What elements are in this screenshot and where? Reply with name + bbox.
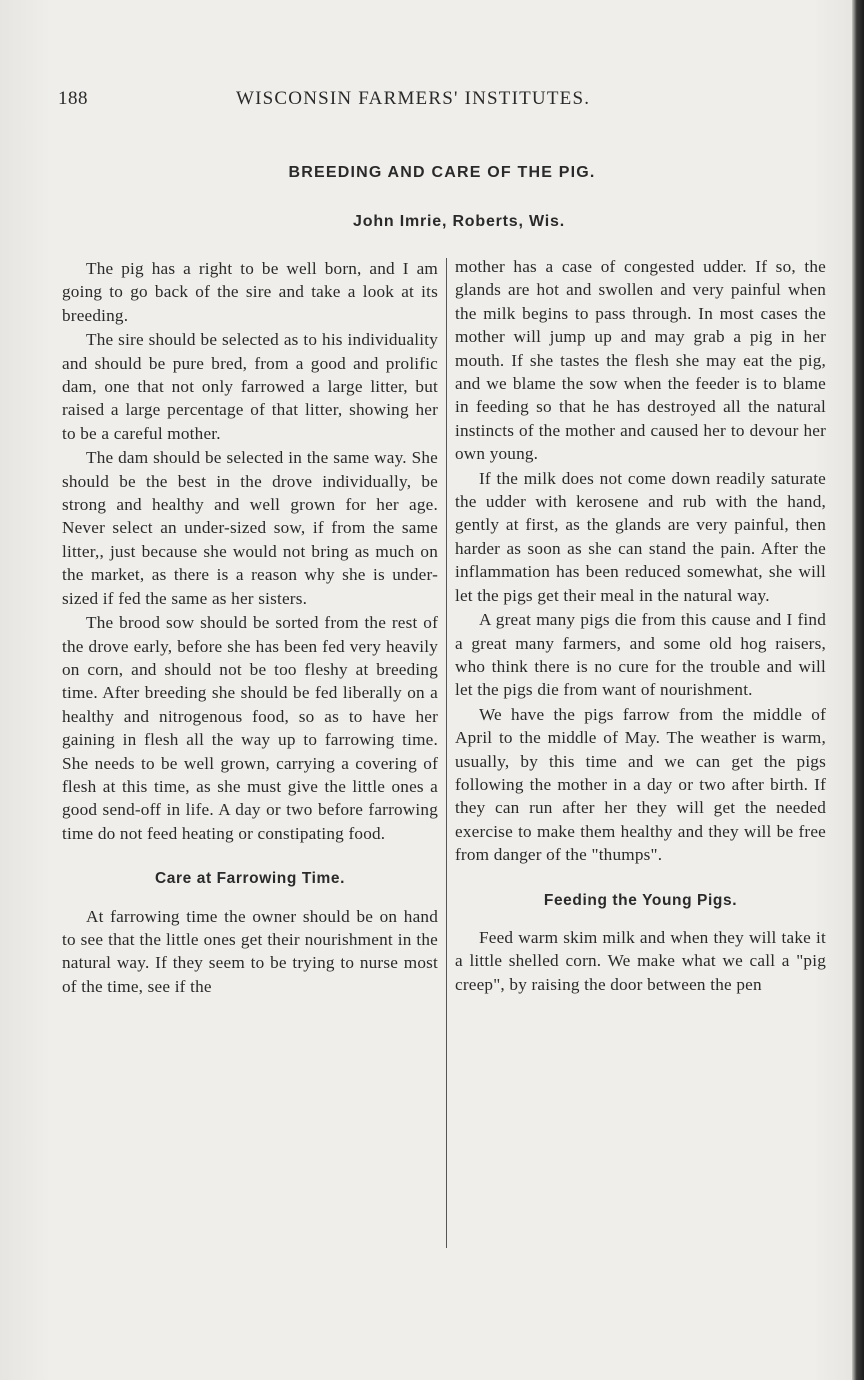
column-divider bbox=[446, 258, 447, 1248]
paragraph: At farrowing time the owner should be on hand to see that the little ones get their nourishment in the natural way. If they seem to be trying to nurse most of the time, see if the bbox=[62, 906, 438, 996]
article-author: John Imrie, Roberts, Wis. bbox=[353, 213, 565, 230]
article-title: BREEDING AND CARE OF THE PIG. bbox=[288, 164, 596, 181]
paragraph: We have the pigs farrow from the middle of April to the middle of May. The weather is warm, usually, by this time and we can get the pigs following the mother in a day or two after birth. If they can run after her they will get the needed exercise to make them healthy and they will be free from danger of the "thumps". bbox=[455, 704, 826, 865]
running-header bbox=[58, 88, 648, 114]
paragraph: The brood sow should be sorted from the rest of the drove early, before she has been fed very heavily on corn, and should not be too fleshy at breeding time. After breeding she should be fed liberally on a healthy and nitrogenous food, so as to have her gaining in flesh all the way up to farrowing time. She needs to be well grown, carrying a covering of flesh at this time, as she must give the little ones a good send-off in life. A day or two before farrowing time do not feed heating or constipating food. bbox=[62, 613, 438, 843]
paragraph: The pig has a right to be well born, and I am going to go back of the sire and take a look at its breeding. bbox=[62, 259, 438, 325]
page-edge-shadow bbox=[852, 0, 864, 1380]
paragraph: The dam should be selected in the same way. She should be the best in the drove individually, be strong and healthy and well grown for her age. Never select an under-sized sow, if from the same litter,, just because she would not bring as much on the market, as there is a reason why she is under-sized if fed the same as her sisters. bbox=[62, 448, 438, 608]
paragraph: The sire should be selected as to his individuality and should be pure bred, from a good and prolific dam, one that not only farrowed a large litter, but raised a large percentage of that litter, showing her to be a careful mother. bbox=[62, 330, 438, 443]
section-heading: Care at Farrowing Time. bbox=[154, 870, 346, 888]
paragraph: If the milk does not come down readily saturate the udder with kerosene and rub with the hand, gently at first, as the glands are very painful, then harder as soon as she can stand the pain. After the inflammation has been reduced somewhat, she will let the pigs get their meal in the natural way. bbox=[455, 468, 826, 605]
paragraph-continuation: mother has a case of congested udder. If so, the glands are hot and swollen and very painful when the milk begins to pass through. In most cases the mother will jump up and may grab a pig in her mouth. If she tastes the flesh she may eat the pig, and we blame the sow when the feeder is to blame in feeding so that he has destroyed all the natural instincts of the mother and caused her to devour her own young. bbox=[455, 257, 826, 464]
paragraph: Feed warm skim milk and when they will take it a little shelled corn. We make what we call a "pig creep", by raising the door between the pen bbox=[455, 927, 826, 994]
right-column bbox=[455, 255, 826, 996]
running-title: WISCONSIN FARMERS' INSTITUTES. bbox=[236, 88, 591, 109]
paragraph: A great many pigs die from this cause and I find a great many farmers, and some old hog raisers, who think there is no cure for the trouble and will let the pigs die from want of nourishment. bbox=[455, 610, 826, 700]
page-number: 188 bbox=[58, 88, 88, 109]
left-column bbox=[62, 257, 438, 998]
section-heading: Feeding the Young Pigs. bbox=[543, 891, 738, 909]
